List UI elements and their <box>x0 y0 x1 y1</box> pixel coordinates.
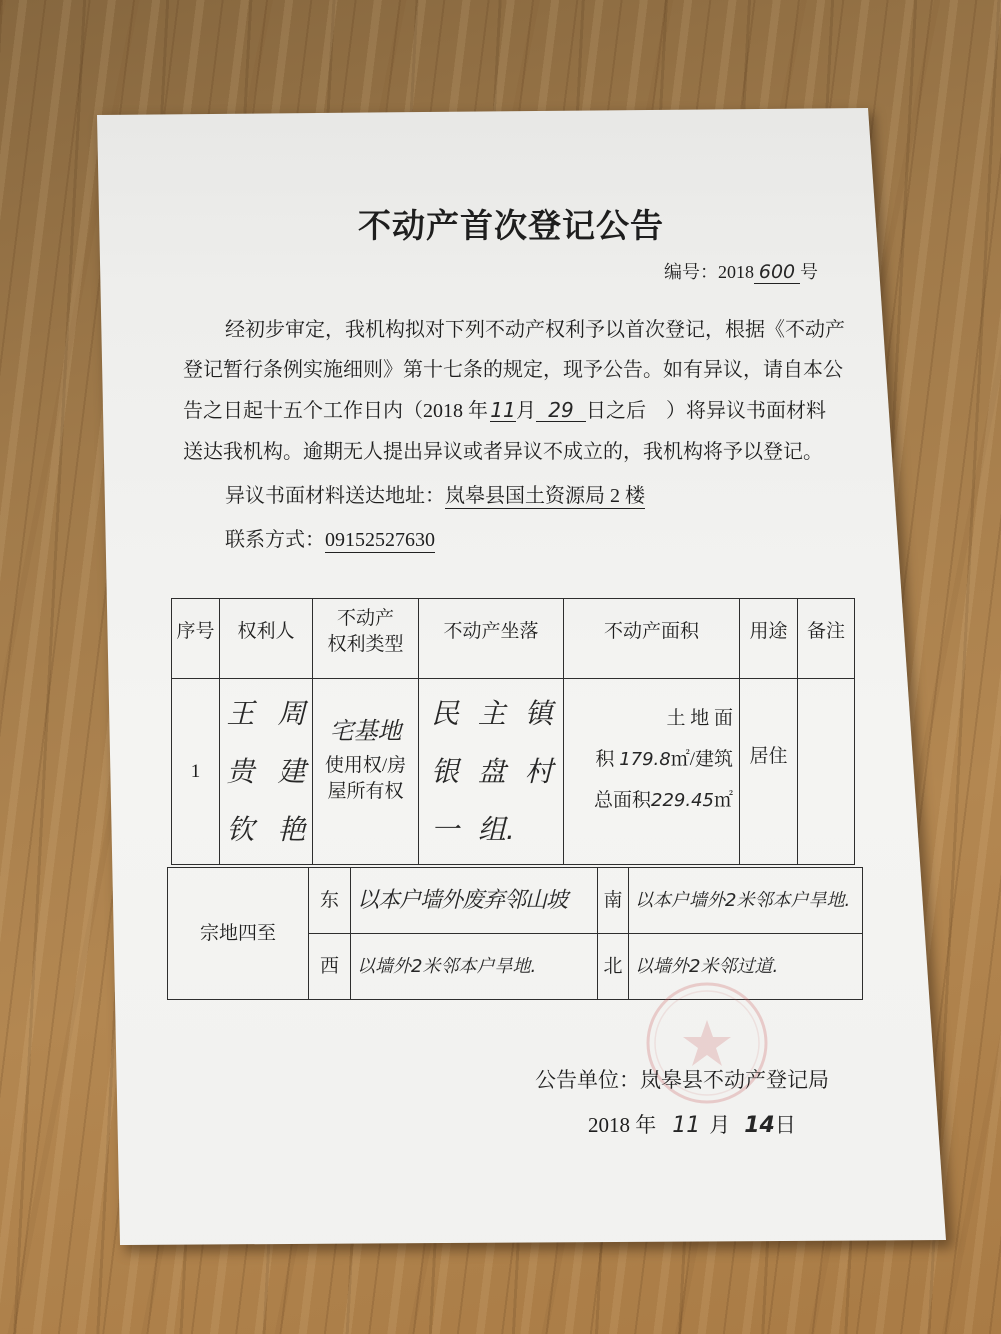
contact-label: 联系方式： <box>225 529 325 551</box>
right-type-line1: 使用权/房 <box>324 754 407 776</box>
location-line: 一 组. <box>431 812 515 846</box>
area-line3-end: ㎡ <box>713 790 733 811</box>
notice-line-3-end: ）将异议书面材料 <box>666 400 826 422</box>
land-area-value: 179.8 <box>619 749 671 770</box>
notice-number-prefix: 编号：2018 <box>664 262 754 282</box>
notice-line-3 <box>183 399 826 423</box>
cell-use: 居住 <box>740 679 798 865</box>
south-boundary: 以本户墙外2米邻本户旱地. <box>629 868 863 934</box>
header-location: 不动产坐落 <box>419 599 564 679</box>
holder-line: 钦 艳 <box>226 812 306 846</box>
right-type-line2: 屋所有权 <box>327 780 404 802</box>
area-line3 <box>564 780 733 821</box>
notice-number <box>664 258 818 284</box>
issue-year: 2018 年 <box>588 1113 657 1137</box>
cell-index: 1 <box>172 679 220 865</box>
table-row <box>172 679 855 865</box>
boundary-row-east-south <box>168 868 863 934</box>
header-index: 序号 <box>172 599 220 679</box>
deadline-month-unit: 月 <box>516 400 536 422</box>
header-right-type-line2: 权利类型 <box>327 633 404 655</box>
issue-date <box>588 1109 796 1139</box>
holder-line: 贵 建 <box>226 754 306 788</box>
table-header-row <box>172 599 855 679</box>
issuing-unit: 公告单位：岚皋县不动产登记局 <box>535 1068 829 1092</box>
header-remarks: 备注 <box>798 599 855 679</box>
header-holder: 权利人 <box>220 599 313 679</box>
cell-holders <box>220 679 313 865</box>
seal-star <box>683 1020 731 1066</box>
right-type-handwritten: 宅基地 <box>329 716 402 745</box>
area-line2 <box>564 739 733 780</box>
location-line: 银 盘 村 <box>431 754 553 788</box>
area-line2-end: ㎡/建筑 <box>670 749 733 770</box>
location-line: 民 主 镇 <box>431 696 553 730</box>
west-label: 西 <box>309 934 351 1000</box>
cell-location <box>419 679 564 865</box>
objection-address-label: 异议书面材料送达地址： <box>225 485 445 507</box>
area-line2-start: 积 <box>595 749 615 770</box>
issue-day-unit: 日 <box>774 1113 796 1137</box>
north-label: 北 <box>598 934 629 1000</box>
south-label: 南 <box>598 868 629 934</box>
contact-info <box>225 528 435 552</box>
notice-title: 不动产首次登记公告 <box>358 209 664 245</box>
north-boundary: 以墙外2米邻过道. <box>629 934 863 1000</box>
cell-area <box>564 679 740 865</box>
registration-table <box>171 598 855 865</box>
header-use: 用途 <box>740 599 798 679</box>
deadline-month: 11 <box>490 398 516 422</box>
contact-phone: 09152527630 <box>325 529 435 551</box>
boundaries-label: 宗地四至 <box>168 868 309 1000</box>
notice-number-suffix: 号 <box>800 262 818 282</box>
cell-remarks <box>798 679 855 865</box>
notice-line-4: 送达我机构。逾期无人提出异议或者异议不成立的，我机构将予以登记。 <box>183 441 823 463</box>
deadline-day-unit: 日之后 <box>586 400 646 422</box>
objection-address <box>225 484 645 508</box>
east-boundary: 以本户墙外废弃邻山坡 <box>351 868 598 934</box>
issue-month: 11 <box>672 1113 701 1138</box>
header-right-type <box>313 599 419 679</box>
deadline-day: 29 <box>536 399 586 422</box>
holder-line: 王 周 <box>226 696 306 730</box>
building-area-value: 229.45 <box>651 790 714 811</box>
notice-line-1: 经初步审定，我机构拟对下列不动产权利予以首次登记，根据《不动产 <box>225 319 845 341</box>
header-right-type-line1: 不动产 <box>336 607 394 629</box>
objection-address-value: 岚皋县国土资源局 2 楼 <box>445 485 645 507</box>
cell-right-type <box>313 679 419 865</box>
notice-number-value: 600 <box>754 261 800 284</box>
notice-line-3-start: 告之日起十五个工作日内（2018 年 <box>183 400 488 422</box>
issue-month-unit: 月 <box>709 1113 731 1137</box>
area-line1: 土 地 面 <box>666 708 733 729</box>
notice-line-2: 登记暂行条例实施细则》第十七条的规定，现予公告。如有异议，请自本公 <box>183 359 843 381</box>
east-label: 东 <box>309 868 351 934</box>
issue-day: 14 <box>744 1113 775 1138</box>
area-line3-start: 总面积 <box>593 790 651 811</box>
west-boundary: 以墙外2米邻本户旱地. <box>351 934 598 1000</box>
header-area: 不动产面积 <box>564 599 740 679</box>
